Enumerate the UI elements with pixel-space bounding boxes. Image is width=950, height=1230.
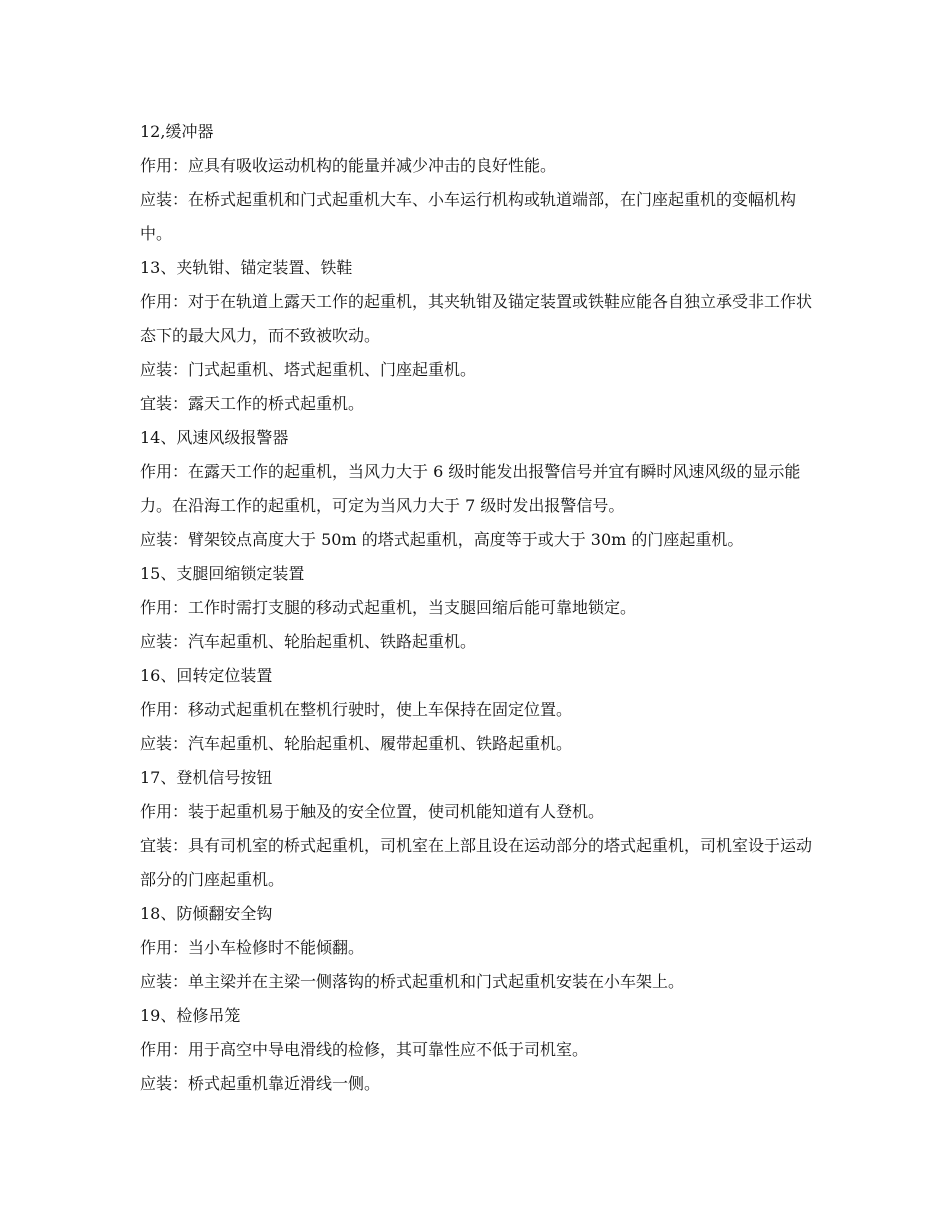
heading-buffer: 12,缓冲器 <box>140 122 214 141</box>
slewing-lock-required-install: 应装：汽车起重机、轮胎起重机、履带起重机、铁路起重机。 <box>140 734 573 753</box>
heading-wind-alarm: 14、风速风级报警器 <box>140 428 289 447</box>
anti-tipping-hook-function: 作用：当小车检修时不能倾翻。 <box>140 938 365 957</box>
slewing-lock-function: 作用：移动式起重机在整机行驶时，使上车保持在固定位置。 <box>140 700 573 719</box>
outrigger-lock-required-install: 应装：汽车起重机、轮胎起重机、铁路起重机。 <box>140 632 477 651</box>
heading-maintenance-cage: 19、检修吊笼 <box>140 1006 241 1025</box>
outrigger-lock-function: 作用：工作时需打支腿的移动式起重机，当支腿回缩后能可靠地锁定。 <box>140 598 637 617</box>
anti-tipping-hook-required-install: 应装：单主梁并在主梁一侧落钩的桥式起重机和门式起重机安装在小车架上。 <box>140 972 685 991</box>
wind-alarm-required-install: 应装：臂架铰点高度大于 50m 的塔式起重机，高度等于或大于 30m 的门座起重机。 <box>140 530 744 549</box>
maintenance-cage-function: 作用：用于高空中导电滑线的检修，其可靠性应不低于司机室。 <box>140 1040 589 1059</box>
rail-clamp-required-install: 应装：门式起重机、塔式起重机、门座起重机。 <box>140 360 477 379</box>
heading-outrigger-lock: 15、支腿回缩锁定装置 <box>140 564 305 583</box>
maintenance-cage-required-install: 应装：桥式起重机靠近滑线一侧。 <box>140 1074 381 1093</box>
wind-alarm-function: 作用：在露天工作的起重机，当风力大于 6 级时能发出报警信号并宜有瞬时风速风级的显示能力。在沿海工作的起重机，可定为当风力大于 7 级时发出报警信号。 <box>140 462 801 515</box>
heading-slewing-lock: 16、回转定位装置 <box>140 666 273 685</box>
heading-rail-clamp: 13、夹轨钳、锚定装置、铁鞋 <box>140 258 353 277</box>
boarding-signal-recommended-install: 宜装：具有司机室的桥式起重机，司机室在上部且设在运动部分的塔式起重机，司机室设于运动部分的门座起重机。 <box>140 836 813 889</box>
buffer-required-install: 应装：在桥式起重机和门式起重机大车、小车运行机构或轨道端部，在门座起重机的变幅机构中。 <box>140 190 797 243</box>
rail-clamp-function: 作用：对于在轨道上露天工作的起重机，其夹轨钳及锚定装置或铁鞋应能各自独立承受非工作状态下的最大风力，而不致被吹动。 <box>140 292 813 345</box>
rail-clamp-recommended-install: 宜装：露天工作的桥式起重机。 <box>140 394 365 413</box>
heading-anti-tipping-hook: 18、防倾翻安全钩 <box>140 904 273 923</box>
boarding-signal-function: 作用：装于起重机易于触及的安全位置，使司机能知道有人登机。 <box>140 802 605 821</box>
buffer-function: 作用：应具有吸收运动机构的能量并减少冲击的良好性能。 <box>140 156 557 175</box>
heading-boarding-signal: 17、登机信号按钮 <box>140 768 273 787</box>
document-body <box>140 115 820 1101</box>
